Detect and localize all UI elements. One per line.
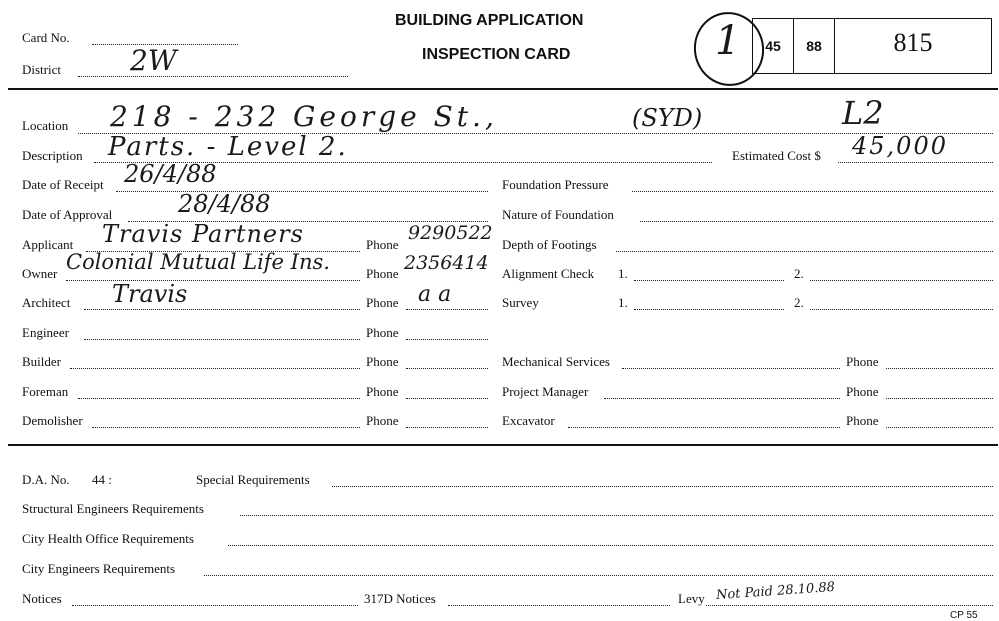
engineer-phone-line (406, 339, 488, 340)
architect-phone-label: Phone (366, 295, 399, 310)
estimated-cost-line (838, 162, 993, 163)
special-requirements-label: Special Requirements (196, 472, 310, 487)
foreman-label: Foreman (22, 384, 69, 399)
engineer-label: Engineer (22, 325, 69, 340)
survey-label: Survey (502, 295, 539, 310)
excavator-line (568, 427, 840, 428)
city-engineers-label: City Engineers Requirements (22, 561, 176, 576)
foundation-pressure-line (632, 191, 993, 192)
location-extra: (SYD) (632, 104, 703, 132)
applicant-phone-value: 9290522 (408, 222, 493, 244)
foreman-line (78, 398, 360, 399)
builder-phone-line (406, 368, 488, 369)
owner-line (66, 280, 360, 281)
demolisher-label: Demolisher (22, 413, 83, 428)
foreman-phone-label: Phone (366, 384, 399, 399)
depth-footings-label: Depth of Footings (502, 237, 597, 252)
alignment-line-1 (634, 280, 784, 281)
survey-num-2: 2. (794, 295, 804, 310)
survey-line-2 (810, 309, 993, 310)
applicant-value: Travis Partners (102, 220, 304, 248)
owner-phone-value: 2356414 (404, 252, 489, 274)
da-value: 44 : (92, 472, 112, 487)
location-label: Location (22, 118, 69, 133)
project-manager-phone-line (886, 398, 993, 399)
excavator-phone-label: Phone (846, 413, 879, 428)
project-manager-line (604, 398, 840, 399)
structural-label: Structural Engineers Requirements (22, 501, 204, 516)
circled-mark: 1 (715, 18, 741, 64)
architect-line (84, 309, 360, 310)
foundation-pressure-label: Foundation Pressure (502, 177, 609, 192)
date-approval-label: Date of Approval (22, 207, 113, 222)
mechanical-line (622, 368, 840, 369)
alignment-num-1: 1. (618, 266, 628, 281)
form-code: CP 55 (950, 610, 978, 621)
estimated-cost-value: 45,000 (852, 132, 948, 160)
date-approval-value: 28/4/88 (178, 190, 271, 218)
nature-foundation-line (640, 221, 993, 222)
owner-value: Colonial Mutual Life Ins. (66, 250, 330, 274)
header-rule (8, 88, 998, 90)
district-label: District (22, 62, 61, 77)
structural-line (240, 515, 993, 516)
architect-phone-value: a a (418, 282, 452, 307)
builder-line (70, 368, 360, 369)
location-value: 218 - 232 George St., (110, 100, 498, 133)
demolisher-phone-line (406, 427, 488, 428)
description-label: Description (22, 148, 83, 163)
date-receipt-value: 26/4/88 (124, 160, 217, 188)
mechanical-label: Mechanical Services (502, 354, 610, 369)
excavator-label: Excavator (502, 413, 555, 428)
description-value: Parts. - Level 2. (108, 132, 348, 162)
architect-value: Travis (112, 280, 188, 308)
estimated-cost-label: Estimated Cost $ (732, 148, 821, 163)
notices-317d-label: 317D Notices (364, 591, 436, 606)
nature-foundation-label: Nature of Foundation (502, 207, 614, 222)
owner-phone-label: Phone (366, 266, 399, 281)
project-manager-phone-label: Phone (846, 384, 879, 399)
health-label: City Health Office Requirements (22, 531, 194, 546)
demolisher-line (92, 427, 360, 428)
survey-line-1 (634, 309, 784, 310)
mechanical-phone-label: Phone (846, 354, 879, 369)
location-level: L2 (842, 94, 884, 132)
district-value: 2W (130, 44, 177, 77)
architect-phone-line (406, 309, 488, 310)
title-line-1: BUILDING APPLICATION (395, 12, 584, 29)
box-45-value: 45 (765, 38, 781, 54)
mechanical-phone-line (886, 368, 993, 369)
title-line-2: INSPECTION CARD (422, 46, 571, 63)
survey-num-1: 1. (618, 295, 628, 310)
notices-label: Notices (22, 591, 62, 606)
levy-label: Levy (678, 591, 705, 606)
date-receipt-label: Date of Receipt (22, 177, 104, 192)
alignment-check-label: Alignment Check (502, 266, 595, 281)
applicant-phone-label: Phone (366, 237, 399, 252)
levy-line (706, 605, 993, 606)
special-requirements-line (332, 486, 993, 487)
card-number: 815 (893, 28, 933, 57)
district-line (78, 76, 348, 77)
owner-label: Owner (22, 266, 58, 281)
builder-label: Builder (22, 354, 61, 369)
middle-rule (8, 444, 998, 446)
applicant-label: Applicant (22, 237, 74, 252)
engineer-phone-label: Phone (366, 325, 399, 340)
card-no-label: Card No. (22, 30, 70, 45)
levy-value: Not Paid 28.10.88 (715, 579, 836, 604)
excavator-phone-line (886, 427, 993, 428)
demolisher-phone-label: Phone (366, 413, 399, 428)
box-88-value: 88 (806, 38, 822, 54)
date-receipt-line (116, 191, 488, 192)
city-engineers-line (204, 575, 993, 576)
depth-footings-line (616, 251, 993, 252)
foreman-phone-line (406, 398, 488, 399)
builder-phone-label: Phone (366, 354, 399, 369)
health-line (228, 545, 993, 546)
alignment-line-2 (810, 280, 993, 281)
notices-line (72, 605, 358, 606)
da-label: D.A. No. (22, 472, 70, 487)
project-manager-label: Project Manager (502, 384, 589, 399)
notices-317d-line (448, 605, 670, 606)
alignment-num-2: 2. (794, 266, 804, 281)
engineer-line (84, 339, 360, 340)
architect-label: Architect (22, 295, 71, 310)
